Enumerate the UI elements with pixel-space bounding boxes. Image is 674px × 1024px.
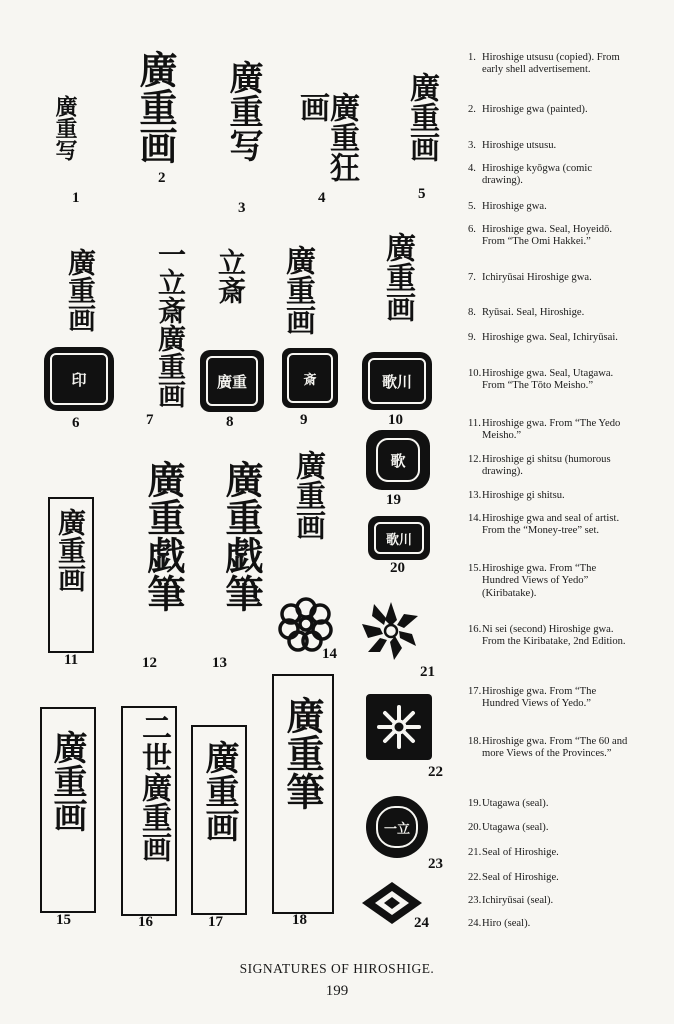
flower-seal-icon: [356, 598, 426, 664]
signature-18: 廣重筆: [280, 696, 325, 810]
signature-10: 廣重画: [380, 232, 415, 322]
legend-item: 12. Hiroshige gi shitsu (humorous drawing).: [468, 454, 611, 478]
seal-hoyeido: 印: [44, 347, 114, 411]
signature-number: 13: [212, 655, 227, 671]
signature-6: 廣重画: [64, 248, 97, 332]
legend-item: 4. Hiroshige kyōgwa (comic drawing).: [468, 163, 593, 187]
plate-caption: SIGNATURES OF HIROSHIGE.: [239, 961, 435, 976]
signature-11: 廣重画: [54, 508, 87, 592]
legend-item: 1. Hiroshige utsusu (copied). From early shell advertisement.: [468, 52, 620, 76]
signature-number: 23: [428, 856, 443, 872]
signature-number: 15: [56, 912, 71, 928]
legend-item: 5. Hiroshige gwa.: [468, 201, 547, 212]
signature-number: 22: [428, 764, 443, 780]
signature-13: 廣重戯筆: [219, 460, 264, 612]
seal-utagawa-19: 歌: [366, 430, 430, 490]
signature-number: 10: [388, 412, 403, 428]
signature-number: 20: [390, 560, 405, 576]
legend-item: 8. Ryūsai. Seal, Hiroshige.: [468, 307, 585, 318]
legend-item: 13. Hiroshige gi shitsu.: [468, 490, 565, 501]
signature-number: 9: [300, 412, 308, 428]
page-number: 199: [325, 983, 349, 999]
legend-item: 18. Hiroshige gwa. From “The 60 and more Views of the Provinces.”: [468, 736, 628, 760]
signature-number: 19: [386, 492, 401, 508]
legend-item: 23. Ichiryūsai (seal).: [468, 895, 554, 906]
seal-utagawa-10: 歌川: [362, 352, 432, 410]
signature-12: 廣重戯筆: [141, 460, 186, 612]
signature-number: 5: [418, 186, 426, 202]
seal-hiroshige-22: [366, 694, 432, 760]
signature-number: 6: [72, 415, 80, 431]
legend-item: 15. Hiroshige gwa. From “The Hundred Views of Yedo” (Kiribatake).: [468, 563, 597, 599]
signature-1: 廣重写: [52, 95, 78, 161]
seal-ichiryusai-9: 斎: [282, 348, 338, 408]
signature-number: 16: [138, 914, 153, 930]
signature-2: 廣重画: [133, 50, 178, 164]
signature-number: 2: [158, 170, 166, 186]
signature-number: 1: [72, 190, 80, 206]
signature-4: 廣重狂画: [294, 92, 359, 182]
signature-8: 立斎: [214, 248, 247, 304]
legend-item: 10. Hiroshige gwa. Seal, Utagawa. From “The Tōto Meisho.”: [468, 368, 614, 392]
legend-item: 2. Hiroshige gwa (painted).: [468, 104, 588, 115]
legend-item: 11. Hiroshige gwa. From “The Yedo Meisho.”: [468, 418, 621, 442]
signature-number: 8: [226, 414, 234, 430]
flower-seal-icon: [374, 702, 424, 752]
signature-number: 14: [322, 646, 337, 662]
signature-number: 17: [208, 914, 223, 930]
signature-number: 11: [64, 652, 79, 668]
signature-5: 廣重画: [404, 72, 439, 162]
legend-item: 6. Hiroshige gwa. Seal, Hoyeidō. From “The Omi Hakkei.”: [468, 224, 613, 248]
chrysanthemum-seal-icon: [276, 594, 336, 654]
legend-item: 17. Hiroshige gwa. From “The Hundred Views of Yedo.”: [468, 686, 597, 710]
signature-14: 廣重画: [290, 450, 325, 540]
legend-item: 7. Ichiryūsai Hiroshige gwa.: [468, 272, 592, 283]
signature-number: 12: [142, 655, 157, 671]
signature-number: 4: [318, 190, 326, 206]
seal-ichiryusai-23: 一立: [366, 796, 428, 858]
seal-hiroshige-8: 廣重: [200, 350, 264, 412]
legend-item: 9. Hiroshige gwa. Seal, Ichiryūsai.: [468, 332, 618, 343]
signature-3: 廣重写: [223, 60, 263, 162]
legend-item: 20. Utagawa (seal).: [468, 822, 549, 833]
signature-number: 7: [146, 412, 154, 428]
signature-number: 3: [238, 200, 246, 216]
seal-utagawa-20: 歌川: [368, 516, 430, 560]
signature-15: 廣重画: [47, 730, 87, 832]
signature-16: 二世廣重画: [136, 712, 171, 862]
signature-number: 21: [420, 664, 435, 680]
legend-item: 14. Hiroshige gwa and seal of artist. From the “Money-tree” set.: [468, 513, 620, 537]
legend-item: 24. Hiro (seal).: [468, 918, 531, 929]
signature-9: 廣重画: [280, 245, 315, 335]
signature-17: 廣重画: [199, 740, 239, 842]
legend-item: 16. Ni sei (second) Hiroshige gwa. From the Kiribatake, 2nd Edition.: [468, 624, 626, 648]
legend-item: 22. Seal of Hiroshige.: [468, 872, 559, 883]
legend-item: 21. Seal of Hiroshige.: [468, 847, 559, 858]
signature-number: 18: [292, 912, 307, 928]
signature-number: 24: [414, 915, 429, 931]
signature-7: 一立斎廣重画: [154, 240, 187, 408]
legend-item: 19. Utagawa (seal).: [468, 798, 549, 809]
legend-item: 3. Hiroshige utsusu.: [468, 140, 557, 151]
